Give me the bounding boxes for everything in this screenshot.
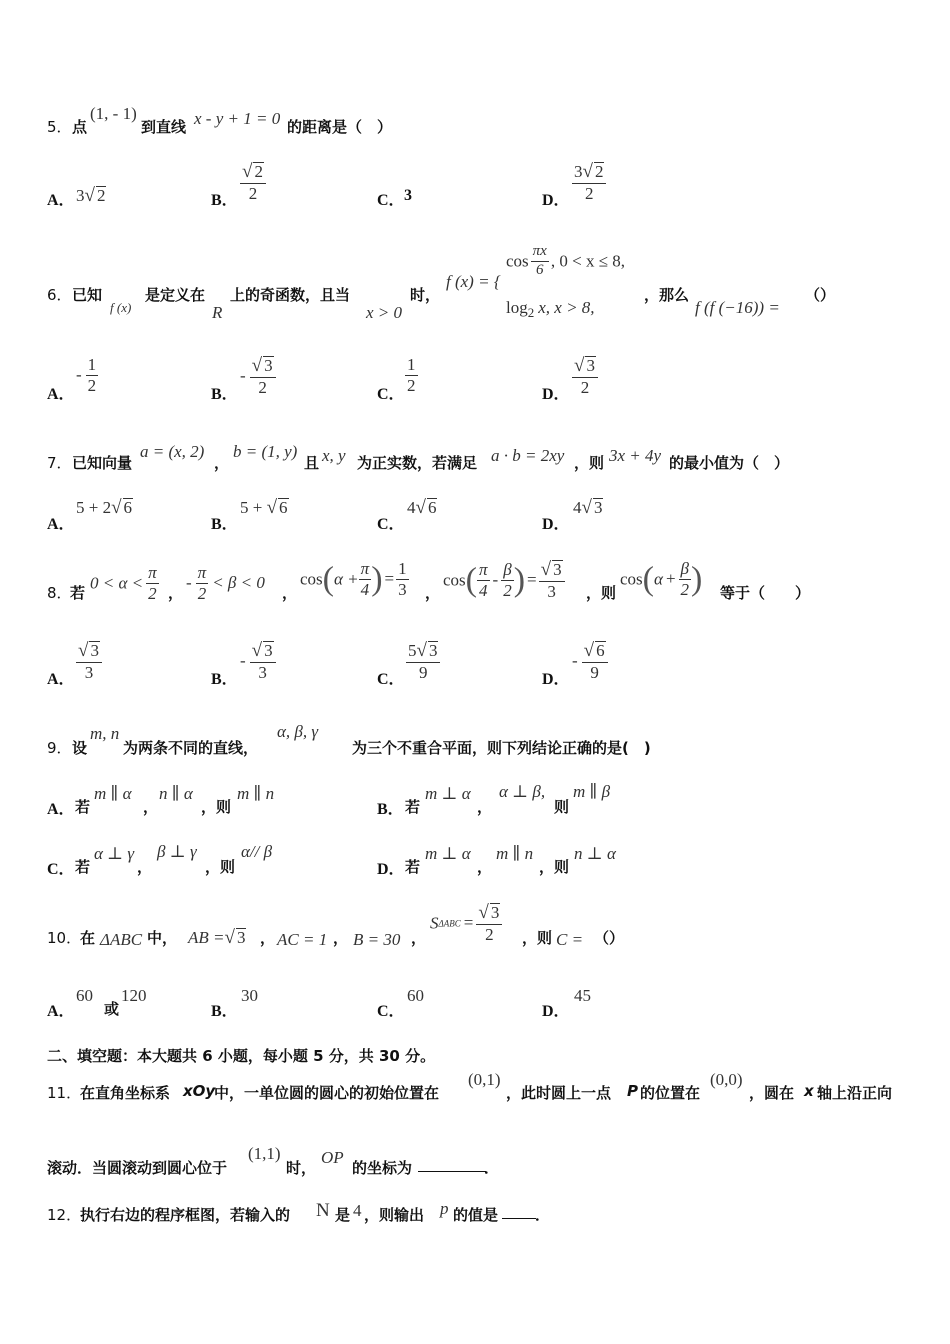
q6-case-2: $\log_2 x$, x > 8, (506, 298, 595, 321)
q7-vector-b: b = (1, y) (233, 442, 298, 461)
q9-option-c-comma: ， (137, 858, 153, 876)
q6-text-2: 是定义在 (145, 286, 206, 304)
q9-number: 9． (47, 739, 72, 757)
q9-option-d-cond-2: m ∥ n (496, 844, 534, 863)
q6-function-def: f (x) = { (446, 272, 501, 291)
q10-text-4: （） (594, 929, 625, 947)
q9-option-c-label: C． (47, 861, 75, 878)
q11-line-2-text-3: 的坐标为 (352, 1159, 413, 1177)
q6-fx: f (x) (110, 300, 132, 315)
q9-option-a-result: m ∥ n (237, 784, 275, 803)
q7-option-a: 5 + 2√ 6 (76, 497, 133, 518)
q10-c: C = (556, 930, 584, 949)
q6-expression: f (f (−16)) = (695, 298, 780, 317)
q7-text-5: 的最小值为（ ） (669, 454, 790, 472)
q5-option-a-label: A． (47, 192, 75, 209)
q9-option-b-cond-2: α ⊥ β, (499, 782, 546, 801)
q10-option-b-value: 30 (241, 986, 258, 1005)
q8-option-c: $\frac{5√ 3}{9}$ (406, 641, 440, 682)
q11-vector-op: OP (321, 1148, 344, 1167)
q12-answer-blank[interactable] (502, 1204, 536, 1219)
q5-option-d: $\frac{3√ 2}{2}$ (572, 162, 606, 203)
q10-text-2: 中， (147, 929, 178, 947)
q6-option-c-label: C． (377, 386, 405, 403)
q7-comma: ， (214, 454, 230, 472)
q6-option-b-label: B． (211, 386, 238, 403)
q12-end: ． (535, 1206, 551, 1224)
q11-line-2-text-2: 时， (286, 1159, 317, 1177)
q11-text-3: ，此时圆上一点 (506, 1084, 612, 1102)
q5-line-equation: x - y + 1 = 0 (194, 109, 281, 128)
q11-text-6: 轴上沿正向 (817, 1084, 893, 1102)
q10-b: B = 30 (353, 930, 401, 949)
q9-option-c-cond-2: β ⊥ γ (157, 842, 197, 861)
q12-text-4: 的值是 (453, 1206, 499, 1224)
q8-number: 8． (47, 584, 72, 602)
q9-option-c-result: α// β (241, 842, 273, 861)
q11-x: x (804, 1082, 814, 1100)
q12-p: p (440, 1199, 449, 1218)
q10-ab: AB =√ 3 (188, 927, 246, 948)
q6-text-4: 时， (410, 286, 441, 304)
q11-text-1: 在直角坐标系 (80, 1084, 171, 1102)
q10-text-1: 在 (80, 929, 96, 947)
q9-lines: m, n (90, 724, 120, 743)
q10-number: 10． (47, 929, 82, 947)
q8-sep-3: ， (425, 584, 441, 602)
q6-domain-r: R (212, 303, 223, 322)
q9-option-b-label: B． (377, 801, 404, 818)
q5-text-2: 到直线 (141, 118, 187, 136)
q7-xy: x, y (322, 446, 346, 465)
q10-option-c-value: 60 (407, 986, 424, 1005)
q10-area: SΔABC = $\frac{√ 3}{2}$ (430, 903, 502, 944)
q7-dot-product: a · b = 2xy (491, 446, 565, 465)
q9-option-b-then: 则 (554, 798, 570, 816)
q7-option-b-label: B． (211, 516, 238, 533)
q9-option-d-comma: ， (477, 858, 493, 876)
q10-option-a-label: A． (47, 1003, 75, 1020)
q9-planes: α, β, γ (277, 722, 319, 741)
q12-text-2: 是 (335, 1206, 351, 1224)
q9-option-d-label: D． (377, 861, 405, 878)
q6-option-a: - $\frac{1}{2}$ (76, 355, 97, 395)
q12-number: 12． (47, 1206, 82, 1224)
q10-ac: AC = 1 (277, 930, 328, 949)
q9-option-a-comma: ， (143, 798, 159, 816)
q11-text-4: 的位置在 (640, 1084, 701, 1102)
q10-option-a-value-1: 60 (76, 986, 93, 1005)
q6-text-3: 上的奇函数，且当 (230, 286, 351, 304)
q12-n: N (316, 1200, 330, 1221)
q7-text-3: 为正实数，若满足 (357, 454, 478, 472)
q5-text-3: 的距离是（ ） (287, 118, 393, 136)
q6-text-5: ，那么 (644, 286, 690, 304)
q9-option-b-text: 若 (405, 798, 421, 816)
q11-point-1: (0,1) (468, 1070, 501, 1089)
q7-option-b: 5 + √ 6 (240, 497, 288, 518)
q6-option-d-label: D． (542, 386, 570, 403)
q10-text-3: ，则 (522, 929, 553, 947)
q7-option-d: 4√ 3 (573, 497, 603, 518)
q11-text-5: ，圆在 (749, 1084, 795, 1102)
q7-option-d-label: D． (542, 516, 570, 533)
q9-option-b-result: m ∥ β (573, 782, 611, 801)
q9-option-c-then: ，则 (205, 858, 236, 876)
q11-end: ． (484, 1159, 500, 1177)
q9-option-c-cond-1: α ⊥ γ (94, 844, 135, 863)
q9-text-3: 为三个不重合平面，则下列结论正确的是( ) (352, 739, 651, 757)
q9-text-2: 为两条不同的直线， (123, 739, 259, 757)
q5-number: 5． (47, 118, 72, 136)
q8-option-b-label: B． (211, 671, 238, 688)
q5-option-c-label: C． (377, 192, 405, 209)
q7-option-c: 4√ 6 (407, 497, 437, 518)
q8-option-a-label: A． (47, 671, 75, 688)
q6-text-1: 已知 (72, 286, 103, 304)
q11-coord-system: xOy (183, 1082, 216, 1100)
q9-option-b-cond-1: m ⊥ α (425, 784, 471, 803)
q6-option-c: $\frac{1}{2}$ (407, 355, 416, 395)
q6-number: 6． (47, 286, 72, 304)
q9-option-c-text: 若 (75, 858, 91, 876)
q11-number: 11． (47, 1084, 82, 1102)
q9-option-a-cond-2: n ∥ α (159, 784, 193, 803)
q9-option-d-text: 若 (405, 858, 421, 876)
q8-text-3: 等于（ ） (720, 584, 811, 602)
q7-option-a-label: A． (47, 516, 75, 533)
q12-four: 4 (353, 1201, 362, 1220)
q7-option-c-label: C． (377, 516, 405, 533)
q5-point: (1, - 1) (90, 104, 137, 123)
q6-text-6: （） (805, 286, 836, 304)
q10-option-d-value: 45 (574, 986, 591, 1005)
q11-answer-blank[interactable] (418, 1157, 486, 1172)
q8-given-2: cos( $\frac{\pi}{4}$ - $\frac{\beta}{2}$ ) = $\frac{√ 3}{3}$ (443, 560, 565, 601)
section-2-heading: 二、填空题：本大题共 6 小题，每小题 5 分，共 30 分。 (47, 1047, 436, 1065)
q10-comma-2: ， (333, 929, 349, 947)
q5-text-1: 点 (72, 118, 88, 136)
q10-triangle: ΔABC (100, 930, 143, 949)
q11-p: P (627, 1082, 638, 1100)
q8-option-d: - $\frac{√ 6}{9}$ (572, 641, 608, 682)
q12-text-3: ，则输出 (364, 1206, 425, 1224)
q10-comma-1: ， (260, 929, 276, 947)
q9-option-d-result: n ⊥ α (574, 844, 616, 863)
q8-condition-beta: - $\frac{\pi}{2}$ < β < 0 (186, 563, 265, 603)
q8-sep-2: ， (282, 584, 298, 602)
q11-line-2-text-1: 滚动．当圆滚动到圆心位于 (47, 1159, 228, 1177)
q6-case-1: cos $\frac{\pi x}{6}$ , 0 < x ≤ 8, (506, 243, 626, 278)
q10-option-d-label: D． (542, 1003, 570, 1020)
q9-option-a-then: ，则 (201, 798, 232, 816)
q9-text-1: 设 (72, 739, 88, 757)
q7-text-1: 已知向量 (72, 454, 133, 472)
q5-option-c: 3 (404, 187, 412, 204)
q8-option-d-label: D． (542, 671, 570, 688)
q8-text-1: 若 (70, 584, 86, 602)
q10-option-a-value-2: 120 (121, 986, 147, 1005)
q8-condition-alpha: 0 < α < $\frac{\pi}{2}$ (90, 563, 157, 603)
q9-option-b-comma: ， (477, 798, 493, 816)
q5-option-b-label: B． (211, 192, 238, 209)
q6-condition: x > 0 (366, 303, 403, 322)
q8-option-a: $\frac{√ 3}{3}$ (76, 641, 102, 682)
q10-comma-3: ， (411, 929, 427, 947)
q9-option-d-cond-1: m ⊥ α (425, 844, 471, 863)
q6-option-b: - $\frac{√ 3}{2}$ (240, 356, 276, 397)
q8-text-2: ，则 (586, 584, 617, 602)
q7-text-4: ，则 (574, 454, 605, 472)
q11-text-2: 中，一单位圆的圆心的初始位置在 (214, 1084, 440, 1102)
q8-target: cos(α + $\frac{\beta}{2}$ ) (620, 559, 703, 599)
q6-option-d: $\frac{√ 3}{2}$ (572, 356, 598, 397)
q9-option-a-text: 若 (75, 798, 91, 816)
q8-option-b: - $\frac{√ 3}{3}$ (240, 641, 276, 682)
q7-number: 7． (47, 454, 72, 472)
q11-point-3: (1,1) (248, 1144, 281, 1163)
q12-text-1: 执行右边的程序框图，若输入的 (80, 1206, 291, 1224)
q7-vector-a: a = (x, 2) (140, 442, 205, 461)
q11-point-2: (0,0) (710, 1070, 743, 1089)
q8-given-1: cos(α + $\frac{\pi}{4}$ ) = $\frac{1}{3}$ (300, 559, 407, 599)
q9-option-d-then: ，则 (539, 858, 570, 876)
q5-option-d-label: D． (542, 192, 570, 209)
q10-option-b-label: B． (211, 1003, 238, 1020)
q5-option-b: $\frac{√ 2}{2}$ (240, 162, 266, 203)
q10-option-a-or: 或 (104, 1000, 120, 1018)
q8-option-c-label: C． (377, 671, 405, 688)
q5-option-a: 3√ 2 (76, 185, 106, 206)
q6-option-a-label: A． (47, 386, 75, 403)
q9-option-a-cond-1: m ∥ α (94, 784, 132, 803)
q7-text-2: 且 (304, 454, 320, 472)
q7-target: 3x + 4y (609, 446, 662, 465)
q8-sep-1: ， (168, 584, 184, 602)
q9-option-a-label: A． (47, 801, 75, 818)
q10-option-c-label: C． (377, 1003, 405, 1020)
